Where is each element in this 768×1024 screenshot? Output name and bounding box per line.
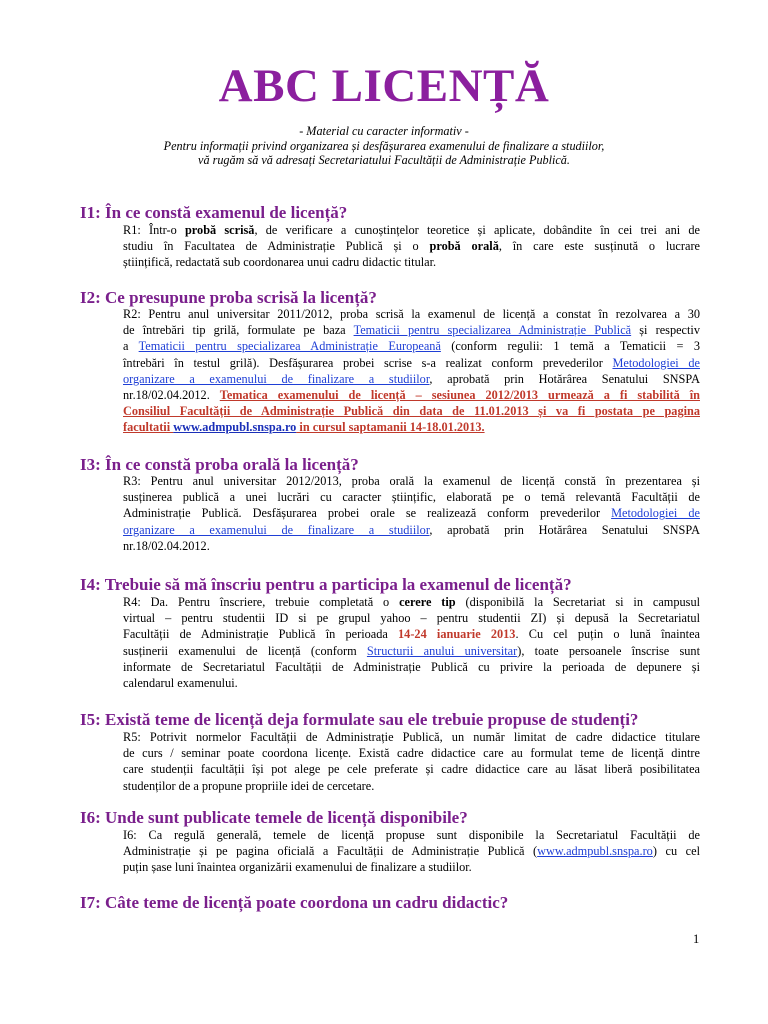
- link-tematica-administratie-europeana[interactable]: Tematicii pentru specializarea Administrație Europeană: [138, 339, 441, 354]
- answer-5-line: R5: Potrivit normelor Facultății de Administrație Publică, un număr limitat de cadre didactice titulare: [123, 730, 700, 744]
- answer-2-line: întrebări în testul grilă). Desfășurarea probei scrise s-a realizat conform prevederilor Metodologiei de: [123, 355, 700, 370]
- answer-4-line: susținerii examenului de licență (conform Structurii anului universitar), toate persoanele înscrise sunt: [123, 643, 701, 658]
- question-heading-1: I1: În ce constă examenul de licență?: [80, 203, 348, 222]
- answer-2-line: facultatii www.admpubl.snspa.ro in cursul saptamanii 14-18.01.2013.: [123, 420, 485, 435]
- intro-line-1: - Material cu caracter informativ -: [299, 124, 469, 138]
- answer-3-line: nr.18/02.04.2012.: [123, 538, 210, 553]
- answer-2-line: a Tematicii pentru specializarea Administrație Europeană (conform regulii: 1 temă a Tematicii = 3: [123, 339, 700, 354]
- question-heading-6: I6: Unde sunt publicate temele de licență disponibile?: [80, 808, 468, 827]
- answer-1-line: științifică, redactată sub coordonarea unui cadru didactic titular.: [123, 255, 437, 270]
- link-metodologie-1a[interactable]: Metodologiei de: [612, 355, 700, 370]
- answer-1: [123, 222, 700, 271]
- intro-line-3: vă rugăm să vă adresați Secretariatului Facultății de Administrație Publică.: [198, 153, 570, 167]
- link-metodologie-2a[interactable]: Metodologiei de: [611, 506, 700, 521]
- link-admpubl-website-2[interactable]: www.admpubl.snspa.ro: [537, 844, 653, 859]
- answer-2: [123, 306, 700, 436]
- answer-4-line: informate de Secretariatul Facultății de Administrație Publică cu privire la perioada de depunere și: [123, 659, 700, 674]
- answer-4-line: virtual – pentru studentii ID si pe grupul yahoo – pentru studentii ZI) și depusă la Secretariatul: [123, 611, 700, 626]
- answer-3-line: R3: Pentru anul universitar 2012/2013, proba orală la examenul de licență constă în prezentarea și: [123, 474, 700, 488]
- answer-6-line: I6: Ca regulă generală, temele de licență propuse sunt disponibile la Secretariatul Facultății de: [123, 828, 700, 842]
- answer-5-line: studenților de a propune propriile idei de cercetare.: [123, 778, 375, 793]
- answer-2-line: nr.18/02.04.2012. Tematica examenului de licență – sesiunea 2012/2013 urmează a fi stabilită în: [123, 387, 700, 402]
- answer-3-line: organizare a examenului de finalizare a studiilor, aprobată prin Hotărârea Senatului SNSPA: [123, 522, 700, 537]
- question-heading-2: I2: Ce presupune proba scrisă la licență?: [80, 288, 377, 307]
- link-metodologie-2b[interactable]: organizare a examenului de finalizare a studiilor: [123, 522, 430, 537]
- answer-5-line: de curs / seminar poate coordona licențe. Există cadre didactice care au formulat teme de licență dintre: [123, 746, 700, 761]
- answer-4-line: Facultății de Administrație Publică în perioada 14-24 ianuarie 2013. Cu cel puțin o lună înaintea: [123, 627, 700, 642]
- answer-4: [123, 594, 700, 691]
- intro-note: [0, 124, 768, 168]
- question-heading-3: I3: În ce constă proba orală la licență?: [80, 455, 359, 474]
- answer-3-line: susținerea publică a unei lucrări cu caracter științific, elaborată pe o temă relevantă Facultății de: [123, 490, 700, 505]
- answer-4-line: R4: Da. Pentru înscriere, trebuie completată o cerere tip (disponibilă la Secretariat si in campusul: [123, 595, 701, 609]
- link-structura-anului-universitar[interactable]: Structurii anului universitar: [366, 643, 518, 658]
- answer-2-line: organizare a examenului de finalizare a studiilor, aprobată prin Hotărârea Senatului SNSPA: [123, 371, 700, 386]
- answer-6: [123, 827, 700, 876]
- answer-2-line: de întrebări tip grilă, formulate pe baza Tematicii pentru specializarea Administrație Publică și respectiv: [123, 323, 700, 338]
- answer-2-line: R2: Pentru anul universitar 2011/2012, proba scrisă la examenul de licență a constat în rezolvarea a 30: [123, 307, 700, 321]
- question-heading-7: I7: Câte teme de licență poate coordona un cadru didactic?: [80, 893, 509, 912]
- link-metodologie-1b[interactable]: organizare a examenului de finalizare a studiilor: [123, 371, 430, 386]
- answer-3: [123, 473, 700, 554]
- answer-5: [123, 729, 700, 794]
- answer-3-line: Administrație Publică. Desfășurarea probei orale se realizează conform prevederilor Metodologiei de: [123, 506, 700, 521]
- answer-1-line: R1: Într-o probă scrisă, de verificare a cunoștințelor teoretice și aplicate, dobândite în cei trei ani de: [123, 223, 700, 237]
- intro-line-2: Pentru informații privind organizarea și desfășurarea examenului de finalizare a studiilor,: [163, 138, 605, 153]
- answer-2-line: Consiliul Facultății de Administrație Publică din data de 11.01.2013 și va fi postata pe pagina: [123, 404, 700, 419]
- link-admpubl-website[interactable]: www.admpubl.snspa.ro: [173, 420, 297, 435]
- answer-4-line: calendarul examenului.: [123, 675, 238, 690]
- answer-6-line: Administrație și pe pagina oficială a Facultății de Administrație Publică (www.admpubl.snspa.ro) cu cel: [123, 844, 700, 859]
- page-number: 1: [693, 932, 700, 946]
- answer-6-line: puțin șase luni înaintea organizării examenului de finalizare a studiilor.: [123, 860, 472, 875]
- answer-1-line: studiu în Facultatea de Administrație Publică și o probă orală, în care este susținută o lucrare: [123, 239, 700, 254]
- document-title: ABC LICENȚĂ: [218, 60, 550, 112]
- answer-5-line: care studenții facultății își pot alege pe cele preferate și cadre didactice care au lăsat liberă posibilitatea: [123, 762, 700, 777]
- link-tematica-administratie-publica[interactable]: Tematicii pentru specializarea Administrație Publică: [353, 323, 632, 338]
- question-heading-5: I5: Există teme de licență deja formulate sau ele trebuie propuse de studenți?: [80, 710, 639, 729]
- question-heading-4: I4: Trebuie să mă înscriu pentru a participa la examenul de licență?: [80, 575, 572, 594]
